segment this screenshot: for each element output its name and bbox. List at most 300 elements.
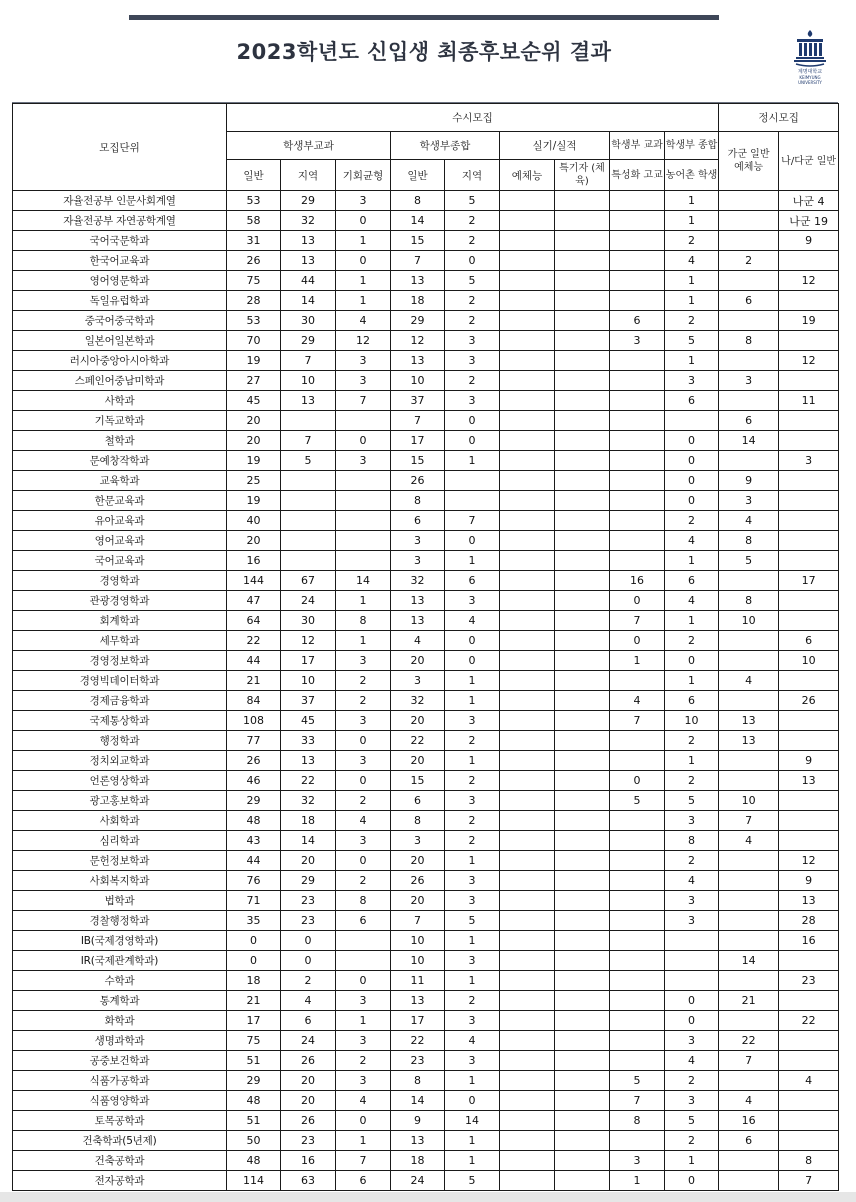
- cell-value: 5: [610, 1071, 665, 1091]
- cell-value: 8: [779, 1151, 839, 1171]
- cell-value: 10: [391, 931, 445, 951]
- table-row: [13, 631, 839, 651]
- cell-value: 53: [227, 311, 281, 331]
- cell-value: 7: [391, 411, 445, 431]
- cell-value: 13: [281, 751, 336, 771]
- cell-unit-name: 통계학과: [13, 991, 227, 1011]
- cell-value: 43: [227, 831, 281, 851]
- cell-value: 2: [665, 631, 719, 651]
- cell-value: [500, 651, 555, 671]
- cell-value: 0: [665, 1011, 719, 1031]
- cell-value: 8: [719, 591, 779, 611]
- cell-unit-name: 러시아중앙아시아학과: [13, 351, 227, 371]
- cell-value: 18: [391, 1151, 445, 1171]
- cell-value: 23: [281, 1131, 336, 1151]
- table-row: [13, 271, 839, 291]
- cell-value: 51: [227, 1051, 281, 1071]
- cell-value: 1: [445, 1151, 500, 1171]
- cell-value: 26: [779, 691, 839, 711]
- cell-value: [779, 591, 839, 611]
- cell-value: [500, 771, 555, 791]
- cell-value: 2: [445, 731, 500, 751]
- cell-value: 4: [336, 811, 391, 831]
- cell-value: 4: [665, 591, 719, 611]
- cell-value: 8: [391, 491, 445, 511]
- cell-value: [500, 1171, 555, 1191]
- cell-value: [336, 931, 391, 951]
- cell-value: 0: [336, 731, 391, 751]
- cell-value: [336, 411, 391, 431]
- cell-unit-name: 일본어일본학과: [13, 331, 227, 351]
- table-row: [13, 771, 839, 791]
- cell-value: 40: [227, 511, 281, 531]
- cell-value: 3: [610, 331, 665, 351]
- cell-value: 16: [610, 571, 665, 591]
- cell-value: 12: [336, 331, 391, 351]
- table-row: [13, 731, 839, 751]
- cell-value: 20: [391, 651, 445, 671]
- cell-value: [500, 1051, 555, 1071]
- cell-value: 2: [445, 811, 500, 831]
- cell-value: [779, 371, 839, 391]
- cell-value: 2: [665, 1131, 719, 1151]
- table-row: [13, 351, 839, 371]
- cell-value: [500, 591, 555, 611]
- cell-value: [610, 511, 665, 531]
- cell-value: 77: [227, 731, 281, 751]
- table-row: [13, 831, 839, 851]
- title-top-bar: [129, 15, 719, 20]
- cell-value: [779, 611, 839, 631]
- cell-value: 0: [227, 951, 281, 971]
- cell-value: 15: [391, 451, 445, 471]
- cell-value: 0: [665, 431, 719, 451]
- cell-value: 2: [665, 231, 719, 251]
- cell-value: 16: [281, 1151, 336, 1171]
- cell-value: 24: [281, 591, 336, 611]
- cell-value: 144: [227, 571, 281, 591]
- cell-value: [555, 291, 610, 311]
- cell-value: 3: [336, 1071, 391, 1091]
- cell-value: 3: [445, 591, 500, 611]
- cell-value: 2: [445, 771, 500, 791]
- cell-value: 21: [227, 991, 281, 1011]
- cell-value: 6: [281, 1011, 336, 1031]
- cell-value: [779, 1091, 839, 1111]
- cell-value: 4: [445, 1031, 500, 1051]
- cell-value: [555, 871, 610, 891]
- cell-value: [719, 211, 779, 231]
- cell-value: [610, 291, 665, 311]
- cell-value: [610, 911, 665, 931]
- cell-value: [610, 491, 665, 511]
- cell-value: 3: [610, 1151, 665, 1171]
- cell-value: [500, 791, 555, 811]
- cell-value: 2: [336, 691, 391, 711]
- cell-unit-name: 식품가공학과: [13, 1071, 227, 1091]
- header-unit: 모집단위: [13, 104, 227, 191]
- cell-value: [555, 1091, 610, 1111]
- cell-value: 2: [445, 311, 500, 331]
- cell-unit-name: 심리학과: [13, 831, 227, 851]
- cell-value: [610, 1031, 665, 1051]
- cell-value: [719, 971, 779, 991]
- cell-unit-name: 국어국문학과: [13, 231, 227, 251]
- cell-value: 1: [336, 231, 391, 251]
- cell-value: 13: [281, 231, 336, 251]
- cell-value: [719, 1151, 779, 1171]
- cell-value: [610, 991, 665, 1011]
- cell-value: [500, 491, 555, 511]
- cell-value: [719, 1171, 779, 1191]
- cell-value: 8: [391, 811, 445, 831]
- logo-text-english: KEIMYUNG UNIVERSITY: [798, 75, 822, 85]
- cell-value: 6: [719, 291, 779, 311]
- cell-value: 3: [719, 371, 779, 391]
- cell-value: [719, 231, 779, 251]
- cell-value: [500, 271, 555, 291]
- cell-value: 76: [227, 871, 281, 891]
- cell-value: 22: [779, 1011, 839, 1031]
- table-row: [13, 531, 839, 551]
- cell-value: [500, 1151, 555, 1171]
- cell-value: [665, 411, 719, 431]
- cell-value: [500, 391, 555, 411]
- logo-emblem-icon: [793, 28, 827, 68]
- cell-value: 26: [227, 751, 281, 771]
- cell-value: 5: [445, 271, 500, 291]
- table-row: [13, 591, 839, 611]
- cell-value: 6: [719, 1131, 779, 1151]
- cell-value: 9: [779, 751, 839, 771]
- cell-value: [281, 551, 336, 571]
- cell-value: [555, 371, 610, 391]
- cell-unit-name: 자율전공부 자연공학계열: [13, 211, 227, 231]
- cell-value: 12: [391, 331, 445, 351]
- cell-value: 2: [445, 231, 500, 251]
- cell-value: 0: [445, 631, 500, 651]
- cell-value: 7: [610, 611, 665, 631]
- cell-value: [555, 971, 610, 991]
- cell-value: 3: [445, 331, 500, 351]
- cell-unit-name: 스페인어중남미학과: [13, 371, 227, 391]
- cell-value: 3: [336, 831, 391, 851]
- cell-value: [610, 351, 665, 371]
- cell-value: 47: [227, 591, 281, 611]
- cell-value: 37: [391, 391, 445, 411]
- cell-value: 1: [445, 971, 500, 991]
- cell-value: 4: [281, 991, 336, 1011]
- cell-value: 0: [665, 491, 719, 511]
- cell-value: 17: [391, 1011, 445, 1031]
- cell-value: [779, 671, 839, 691]
- cell-value: 6: [445, 571, 500, 591]
- cell-value: 20: [227, 411, 281, 431]
- cell-value: [610, 391, 665, 411]
- cell-value: [500, 1111, 555, 1131]
- cell-value: 13: [391, 351, 445, 371]
- cell-value: 20: [391, 751, 445, 771]
- cell-value: 0: [336, 251, 391, 271]
- cell-value: 1: [336, 631, 391, 651]
- cell-value: 2: [281, 971, 336, 991]
- cell-value: 4: [391, 631, 445, 651]
- cell-value: 20: [281, 1091, 336, 1111]
- cell-value: 29: [227, 791, 281, 811]
- cell-value: [555, 591, 610, 611]
- cell-value: [555, 631, 610, 651]
- page-title: 2023학년도 신입생 최종후보순위 결과: [236, 40, 612, 64]
- cell-value: [555, 451, 610, 471]
- cell-unit-name: 사회학과: [13, 811, 227, 831]
- cell-value: 1: [665, 551, 719, 571]
- header-ga-label: 가군 일반: [727, 149, 770, 160]
- cell-value: [555, 931, 610, 951]
- cell-value: 10: [719, 791, 779, 811]
- cell-value: [610, 211, 665, 231]
- cell-unit-name: 화학과: [13, 1011, 227, 1031]
- cell-value: 4: [336, 311, 391, 331]
- cell-value: 48: [227, 1091, 281, 1111]
- cell-value: 0: [610, 771, 665, 791]
- cell-value: 32: [281, 791, 336, 811]
- cell-value: 2: [336, 1051, 391, 1071]
- cell-value: [555, 1131, 610, 1151]
- cell-value: [610, 971, 665, 991]
- cell-value: 0: [227, 931, 281, 951]
- cell-value: 29: [391, 311, 445, 331]
- table-row: [13, 411, 839, 431]
- cell-value: 1: [445, 1071, 500, 1091]
- cell-value: [555, 891, 610, 911]
- table-row: [13, 891, 839, 911]
- cell-value: 14: [391, 1091, 445, 1111]
- table-row: [13, 751, 839, 771]
- cell-value: [779, 471, 839, 491]
- cell-value: 7: [610, 1091, 665, 1111]
- cell-value: [610, 811, 665, 831]
- cell-value: [779, 831, 839, 851]
- cell-value: [555, 831, 610, 851]
- cell-value: 2: [336, 671, 391, 691]
- cell-value: 14: [281, 831, 336, 851]
- table-row: [13, 951, 839, 971]
- cell-value: 7: [445, 511, 500, 531]
- cell-value: [665, 931, 719, 951]
- cell-value: [500, 1131, 555, 1151]
- cell-unit-name: 수학과: [13, 971, 227, 991]
- cell-value: 3: [445, 891, 500, 911]
- cell-value: 12: [281, 631, 336, 651]
- cell-value: 1: [610, 651, 665, 671]
- cell-value: 3: [445, 391, 500, 411]
- cell-value: 2: [665, 731, 719, 751]
- header-col-general: 일반: [227, 160, 281, 191]
- cell-value: [779, 951, 839, 971]
- cell-value: [555, 951, 610, 971]
- cell-value: 14: [281, 291, 336, 311]
- cell-value: 32: [391, 571, 445, 591]
- cell-value: 29: [281, 331, 336, 351]
- cell-value: [500, 351, 555, 371]
- cell-unit-name: 경제금융학과: [13, 691, 227, 711]
- cell-value: 13: [779, 771, 839, 791]
- cell-value: 6: [391, 791, 445, 811]
- cell-value: [610, 411, 665, 431]
- cell-value: 6: [391, 511, 445, 531]
- cell-value: [445, 471, 500, 491]
- cell-value: 3: [665, 371, 719, 391]
- cell-value: 4: [336, 1091, 391, 1111]
- cell-value: [500, 691, 555, 711]
- cell-value: [555, 331, 610, 351]
- cell-value: 0: [445, 411, 500, 431]
- cell-value: [779, 711, 839, 731]
- cell-unit-name: 전자공학과: [13, 1171, 227, 1191]
- cell-unit-name: 세무학과: [13, 631, 227, 651]
- cell-value: [500, 991, 555, 1011]
- table-row: [13, 191, 839, 211]
- cell-value: [555, 811, 610, 831]
- cell-unit-name: 광고홍보학과: [13, 791, 227, 811]
- cell-value: [500, 911, 555, 931]
- cell-value: 0: [445, 651, 500, 671]
- cell-value: 6: [779, 631, 839, 651]
- cell-value: 1: [336, 271, 391, 291]
- cell-value: 14: [719, 951, 779, 971]
- cell-value: [281, 471, 336, 491]
- cell-unit-name: 정치외교학과: [13, 751, 227, 771]
- cell-unit-name: 독일유럽학과: [13, 291, 227, 311]
- cell-value: [555, 531, 610, 551]
- cell-value: [500, 951, 555, 971]
- cell-value: [555, 1151, 610, 1171]
- cell-value: [779, 291, 839, 311]
- cell-value: 4: [719, 1091, 779, 1111]
- cell-value: [336, 531, 391, 551]
- cell-value: 3: [391, 831, 445, 851]
- cell-value: 0: [665, 451, 719, 471]
- table-row: [13, 871, 839, 891]
- cell-value: 32: [281, 211, 336, 231]
- table-row: [13, 1171, 839, 1191]
- cell-value: 0: [445, 1091, 500, 1111]
- cell-value: [555, 1111, 610, 1131]
- cell-value: [610, 251, 665, 271]
- cell-value: [500, 231, 555, 251]
- table-row: [13, 1091, 839, 1111]
- cell-value: 0: [336, 431, 391, 451]
- cell-unit-name: 경영학과: [13, 571, 227, 591]
- table-row: [13, 1051, 839, 1071]
- cell-unit-name: 영어영문학과: [13, 271, 227, 291]
- cell-value: 26: [281, 1051, 336, 1071]
- cell-value: [610, 271, 665, 291]
- cell-value: 48: [227, 1151, 281, 1171]
- cell-value: [555, 1171, 610, 1191]
- cell-value: 26: [227, 251, 281, 271]
- table-row: [13, 1031, 839, 1051]
- cell-value: [500, 1031, 555, 1051]
- cell-value: 3: [445, 871, 500, 891]
- cell-value: 3: [336, 451, 391, 471]
- cell-value: 1: [665, 1151, 719, 1171]
- cell-value: 30: [281, 311, 336, 331]
- cell-value: [665, 971, 719, 991]
- cell-value: 23: [391, 1051, 445, 1071]
- table-row: [13, 1111, 839, 1131]
- cell-value: 20: [391, 711, 445, 731]
- table-row: [13, 1151, 839, 1171]
- cell-value: [555, 251, 610, 271]
- cell-value: 26: [391, 871, 445, 891]
- cell-value: [555, 271, 610, 291]
- table-row: [13, 911, 839, 931]
- cell-unit-name: 사회복지학과: [13, 871, 227, 891]
- table-row: [13, 251, 839, 271]
- cell-value: [779, 731, 839, 751]
- header-silgi: 실기/실적: [500, 132, 610, 160]
- cell-value: 10: [281, 371, 336, 391]
- cell-value: [500, 571, 555, 591]
- cell-value: 나군 4: [779, 191, 839, 211]
- cell-value: [500, 211, 555, 231]
- cell-value: 3: [719, 491, 779, 511]
- cell-value: 1: [445, 1131, 500, 1151]
- cell-value: 13: [719, 731, 779, 751]
- cell-value: 33: [281, 731, 336, 751]
- cell-value: 10: [779, 651, 839, 671]
- cell-value: 14: [719, 431, 779, 451]
- cell-value: [610, 451, 665, 471]
- cell-value: [719, 451, 779, 471]
- cell-value: 2: [445, 211, 500, 231]
- cell-value: [555, 511, 610, 531]
- cell-value: 7: [719, 1051, 779, 1071]
- cell-value: 1: [445, 751, 500, 771]
- cell-unit-name: 공중보건학과: [13, 1051, 227, 1071]
- cell-value: 0: [665, 1171, 719, 1191]
- cell-value: 14: [391, 211, 445, 231]
- cell-value: 45: [227, 391, 281, 411]
- cell-value: 0: [336, 211, 391, 231]
- cell-value: 6: [610, 311, 665, 331]
- cell-value: [500, 1011, 555, 1031]
- table-row: [13, 931, 839, 951]
- cell-value: [719, 191, 779, 211]
- cell-value: 2: [665, 1071, 719, 1091]
- header-col-regional-2: 지역: [445, 160, 500, 191]
- cell-value: 15: [391, 231, 445, 251]
- header-susi: 수시모집: [227, 104, 719, 132]
- cell-value: 7: [281, 351, 336, 371]
- cell-value: [281, 511, 336, 531]
- header-gyogwa-special: 학생부 교과: [610, 132, 665, 160]
- cell-value: [719, 751, 779, 771]
- cell-value: [500, 871, 555, 891]
- cell-value: 19: [227, 451, 281, 471]
- cell-unit-name: 영어교육과: [13, 531, 227, 551]
- cell-value: 15: [391, 771, 445, 791]
- cell-value: 48: [227, 811, 281, 831]
- cell-value: 1: [445, 551, 500, 571]
- cell-value: 4: [719, 671, 779, 691]
- cell-value: 3: [665, 811, 719, 831]
- cell-value: 6: [665, 571, 719, 591]
- cell-value: 75: [227, 1031, 281, 1051]
- cell-value: [779, 991, 839, 1011]
- cell-value: [610, 1051, 665, 1071]
